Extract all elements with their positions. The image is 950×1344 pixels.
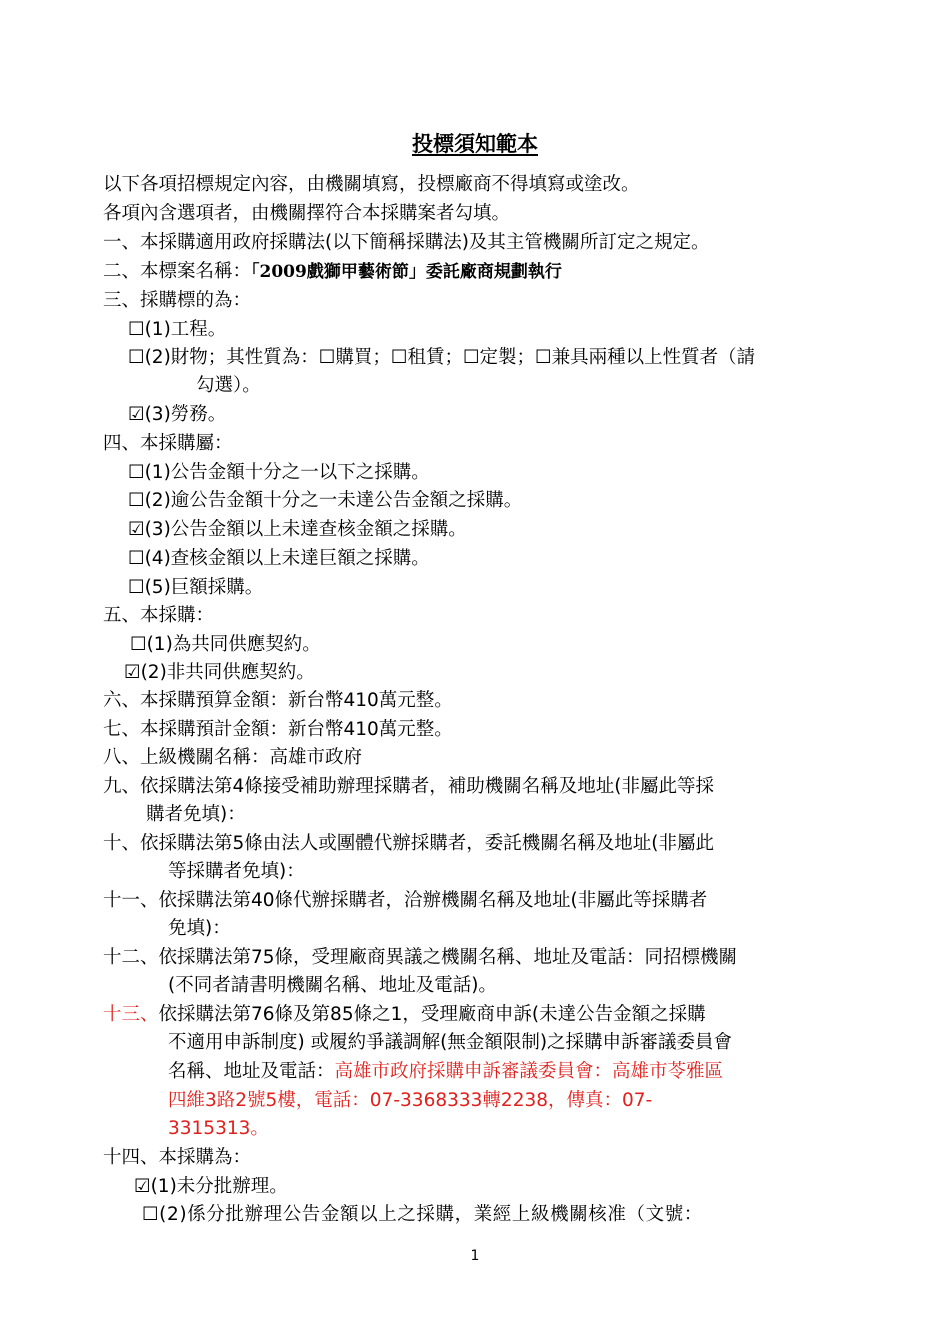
- section-4-option-4: ☐(4)查核金額以上未達巨額之採購。: [128, 548, 430, 569]
- section-12-line-1: 十二、依採購法第75條，受理廠商異議之機關名稱、地址及電話：同招標機關: [103, 947, 738, 968]
- section-9-line-2: 購者免填)：: [146, 804, 246, 825]
- document-title: 投標須知範本: [412, 131, 538, 156]
- section-13-line-1: [103, 1003, 706, 1027]
- section-13-line-3: [168, 1060, 723, 1084]
- section-2: [103, 260, 562, 284]
- section-14: 十四、本採購為：: [103, 1147, 252, 1168]
- section-10-line-2: 等採購者免填)：: [168, 861, 305, 882]
- intro-line-2: 各項內含選項者，由機關擇符合本採購案者勾填。: [103, 203, 511, 224]
- page-number: 1: [470, 1248, 480, 1264]
- tender-name: 「2009戲獅甲藝術節」委託廠商規劃執行: [251, 262, 562, 282]
- section-3-option-2: ☐(2)財物；其性質為：☐購買；☐租賃；☐定製；☐兼具兩種以上性質者（請: [128, 347, 756, 368]
- section-13-line-2: 不適用申訴制度) 或履約爭議調解(無金額限制)之採購申訴審議委員會: [168, 1032, 733, 1053]
- section-4-option-2: ☐(2)逾公告金額十分之一未達公告金額之採購。: [128, 490, 523, 511]
- section-10-line-1: 十、依採購法第5條由法人或團體代辦採購者，委託機關名稱及地址(非屬此: [103, 833, 714, 854]
- section-6: 六、本採購預算金額：新台幣410萬元整。: [103, 690, 453, 711]
- section-14-option-2: ☐(2)係分批辦理公告金額以上之採購，業經上級機關核准（文號：: [142, 1204, 703, 1225]
- section-13-line-5: 3315313。: [168, 1118, 269, 1139]
- section-13-label: 十三、: [103, 1004, 159, 1025]
- section-4: 四、本採購屬：: [103, 433, 233, 454]
- section-11-line-2: 免填)：: [168, 918, 231, 939]
- section-5-option-1: ☐(1)為共同供應契約。: [130, 634, 321, 655]
- section-4-option-5: ☐(5)巨額採購。: [128, 577, 264, 598]
- complaint-committee-name: 高雄市政府採購申訴審議委員會：高雄市苓雅區: [334, 1061, 724, 1082]
- section-1: 一、本採購適用政府採購法(以下簡稱採購法)及其主管機關所訂定之規定。: [103, 232, 710, 253]
- intro-line-1: 以下各項招標規定內容，由機關填寫，投標廠商不得填寫或塗改。: [103, 174, 640, 195]
- section-7: 七、本採購預計金額：新台幣410萬元整。: [103, 719, 453, 740]
- section-11-line-1: 十一、依採購法第40條代辦採購者，洽辦機關名稱及地址(非屬此等採購者: [103, 890, 708, 911]
- section-3-option-2-cont: 勾選）。: [196, 375, 261, 396]
- section-4-option-3: ☑(3)公告金額以上未達查核金額之採購。: [128, 519, 467, 540]
- section-8: 八、上級機關名稱：高雄市政府: [103, 747, 363, 768]
- section-3-option-1: ☐(1)工程。: [128, 319, 227, 340]
- section-12-line-2: (不同者請書明機關名稱、地址及電話)。: [168, 975, 497, 996]
- section-13-line-4: 四維3路2號5樓，電話：07-3368333轉2238，傳真：07-: [168, 1090, 653, 1111]
- section-3: 三、採購標的為：: [103, 290, 252, 311]
- section-14-option-1: ☑(1)未分批辦理。: [134, 1176, 288, 1197]
- section-2-label: 二、本標案名稱：: [103, 261, 252, 282]
- section-13-contact-label: 名稱、地址及電話：: [168, 1061, 335, 1082]
- section-3-option-3: ☑(3)勞務。: [128, 404, 227, 425]
- section-13-text: 依採購法第76條及第85條之1，受理廠商申訴(未達公告金額之採購: [158, 1004, 706, 1025]
- section-9-line-1: 九、依採購法第4條接受補助辦理採購者，補助機關名稱及地址(非屬此等採: [103, 776, 714, 797]
- section-5-option-2: ☑(2)非共同供應契約。: [124, 662, 315, 683]
- section-4-option-1: ☐(1)公告金額十分之一以下之採購。: [128, 462, 430, 483]
- section-5: 五、本採購：: [103, 605, 215, 626]
